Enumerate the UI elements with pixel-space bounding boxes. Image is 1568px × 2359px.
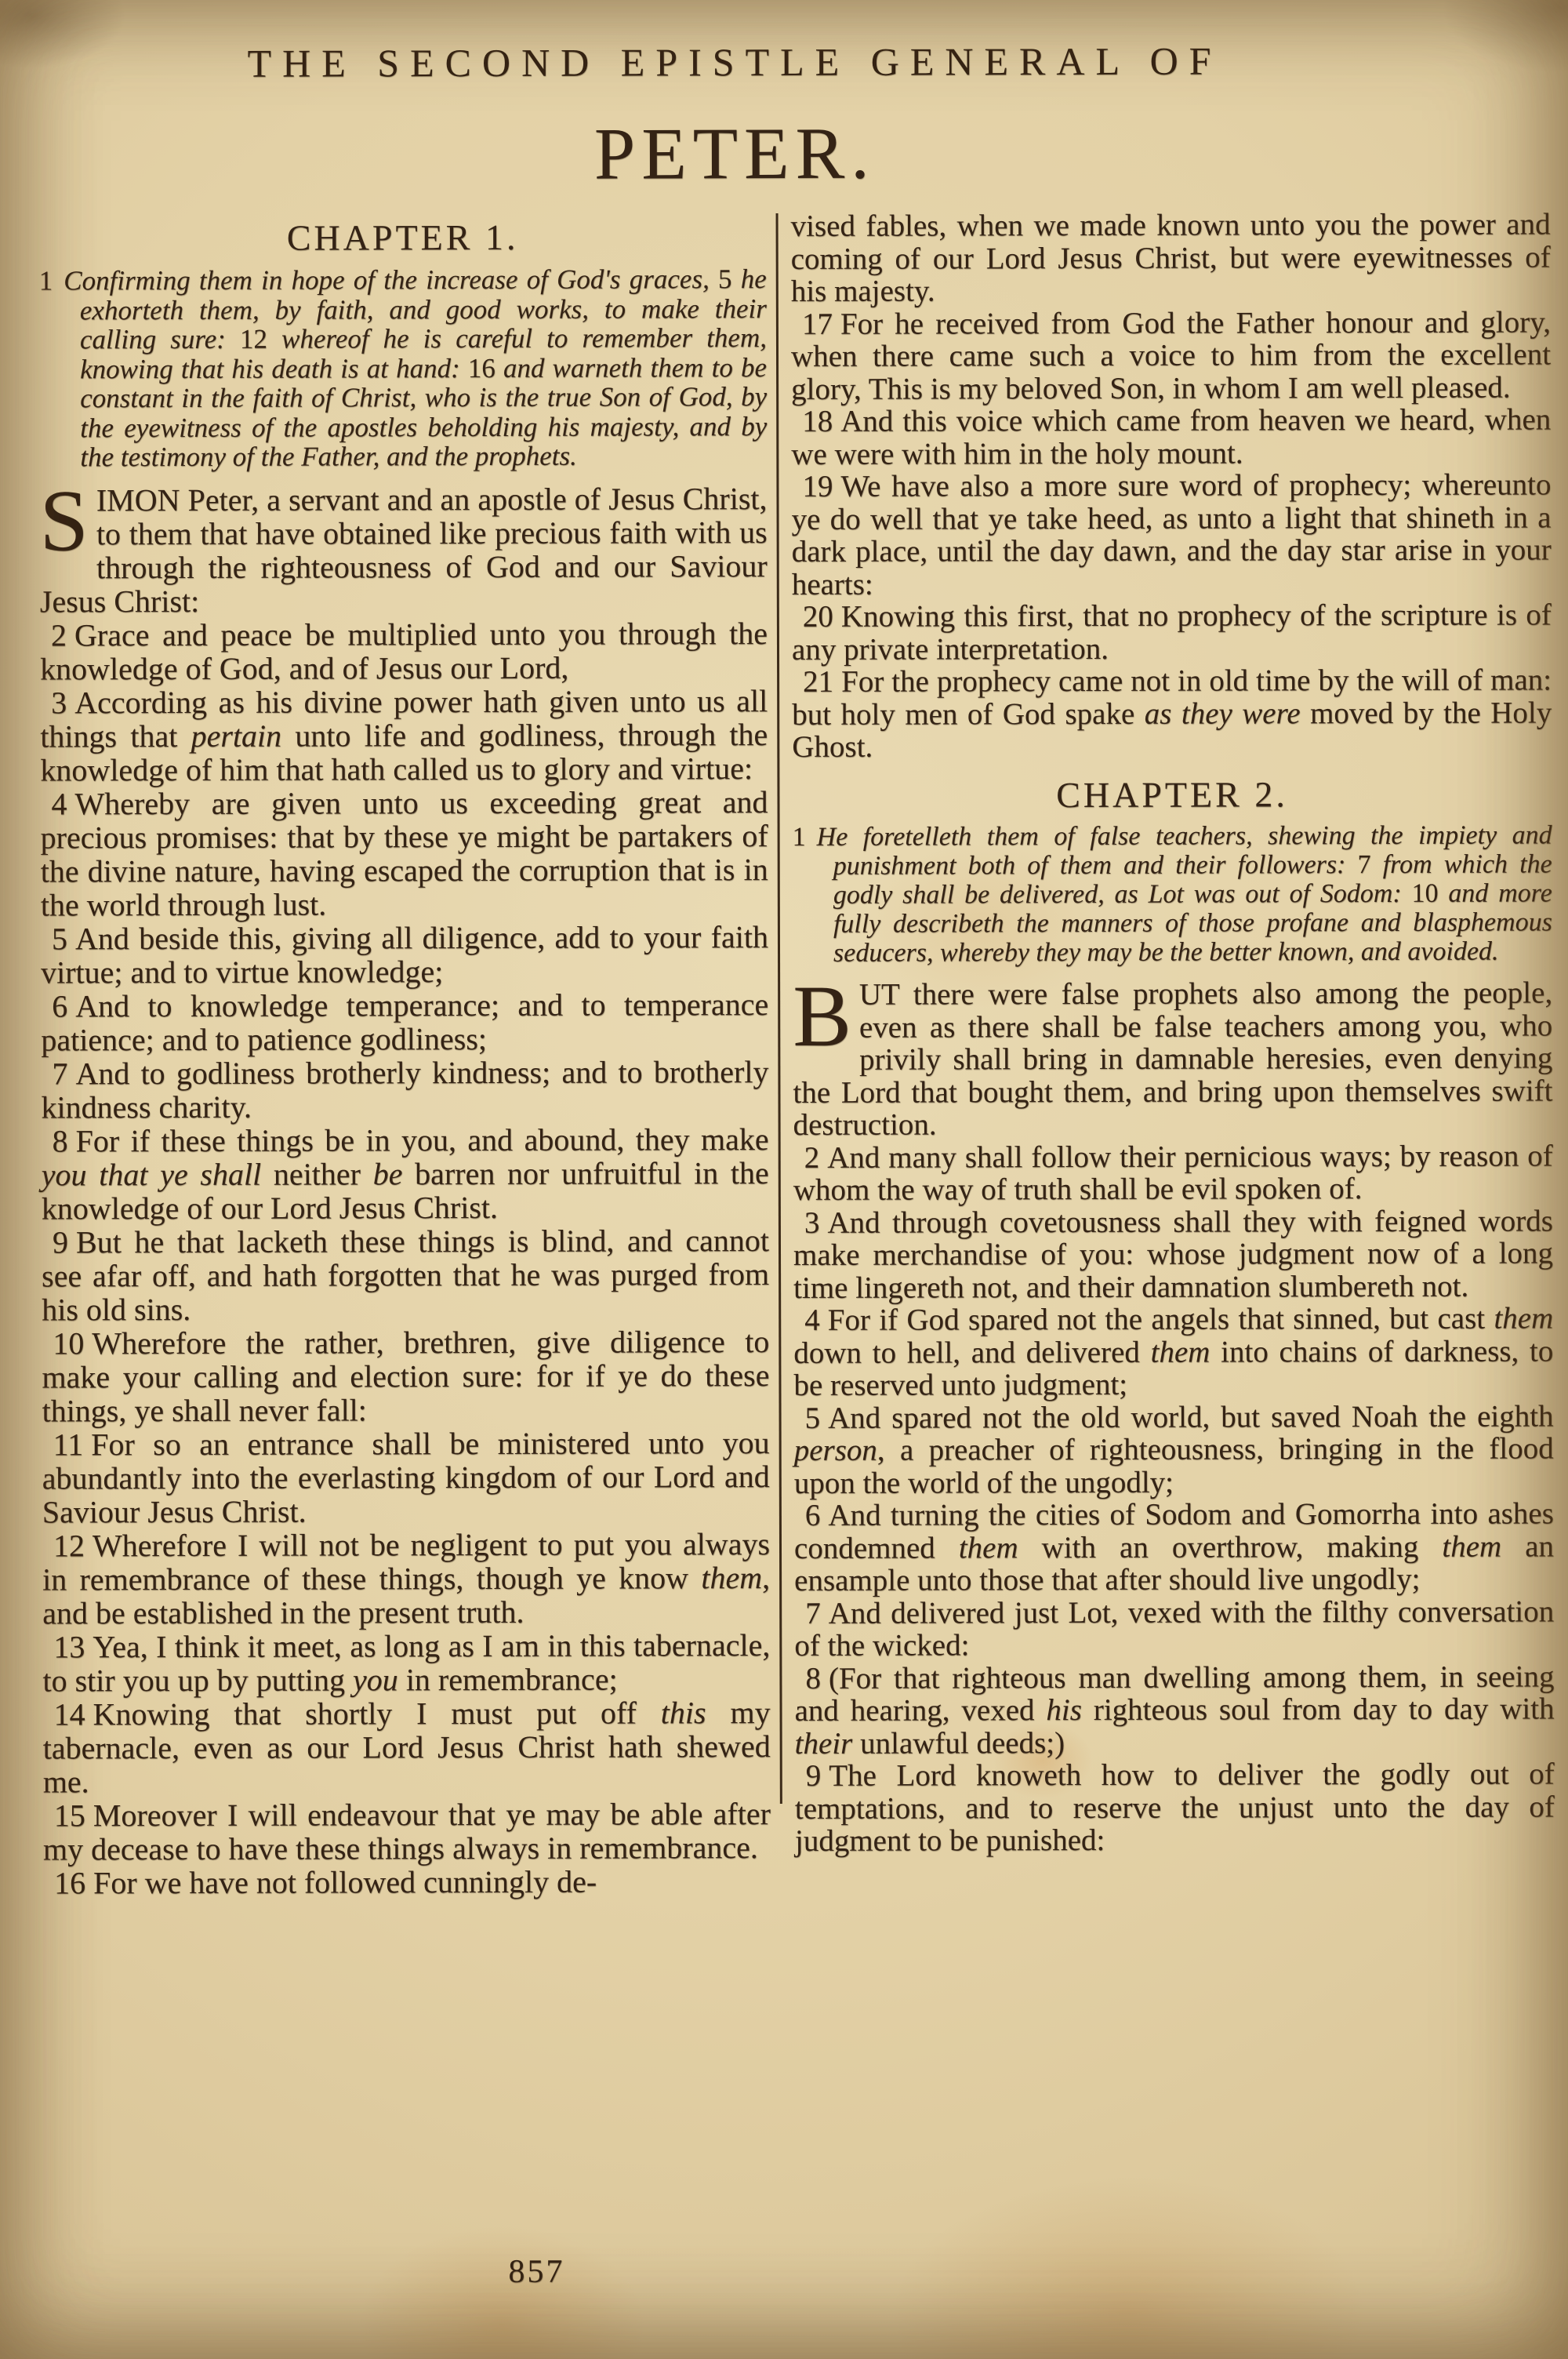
verse: 18 And this voice which came from heaven we heard, when we were with him in the holy mount. <box>791 402 1552 471</box>
verse: 9 The Lord knoweth how to deliver the godly out of temptations, and to reserve the unjust unto the day of judgment to be punished: <box>794 1757 1555 1858</box>
verse-number: 9 <box>52 1223 69 1259</box>
verse: 3 According as his divine power hath given unto us all things that pertain unto life and godliness, through the knowledge of him that hath called us to glory and virtue: <box>40 682 768 787</box>
verse: 16 For we have not followed cunningly de- <box>54 1863 597 1900</box>
verse: 4 For if God spared not the angels that sinned, but cast them down to hell, and delivered them into chains of darkness, to be reserved unto judgment; <box>793 1301 1554 1402</box>
chapter-1-summary-text: Confirming them in hope of the increase of God's graces, 5 he exhorteth them, by faith, and good works, to make their calling sure: 12 whereof he is careful to remember them, knowing that his death is at hand: 16 and warneth them to be constant in the faith of Christ, who is the true Son of God, by the eyewitness of the apostles beholding his majesty, and by the testimony of the Father, and the prophets. <box>64 264 768 473</box>
verse-number: 5 <box>51 920 68 956</box>
verse: 17 For he received from God the Father honour and glory, when there came such a voice to him from the excellent glory, This is my beloved Son, in whom I am well pleased. <box>790 304 1552 406</box>
verse-number: 13 <box>53 1628 85 1664</box>
verse-number: 18 <box>802 404 833 438</box>
verse: 19 We have also a more sure word of prophecy; whereunto ye do well that ye take heed, as unto a light that shineth in a dark place, until the day dawn, and the day star arise in your hearts: <box>791 467 1552 602</box>
summary-verse-ref: 1 <box>792 822 806 852</box>
book-title-line: THE SECOND EPISTLE GENERAL OF <box>247 38 1222 85</box>
drop-cap: B <box>793 967 852 1065</box>
chapter-1-summary <box>39 264 768 472</box>
drop-cap-lead: IMON <box>96 482 180 518</box>
verse-number: 9 <box>805 1758 822 1793</box>
verse-number: 14 <box>53 1696 85 1732</box>
verse: 14 Knowing that shortly I must put off this my tabernacle, even as our Lord Jesus Christ hath shewed me. <box>42 1694 771 1799</box>
verse: 11 For so an entrance shall be ministered unto you abundantly into the everlasting kingdom of our Lord and Saviour Jesus Christ. <box>42 1424 770 1529</box>
drop-cap: S <box>39 471 89 569</box>
verse: 3 And through covetousness shall they with feigned words make merchandise of you: whose judgment now of a long time lingereth not, and their damnation slumbereth not. <box>793 1203 1554 1305</box>
verse-number: 10 <box>53 1325 85 1361</box>
verse: 21 For the prophecy came not in old time by the will of man: but holy men of God spake as they were moved by the Holy Ghost. <box>792 663 1552 764</box>
verse: 7 And delivered just Lot, vexed with the filthy conversation of the wicked: <box>794 1594 1555 1663</box>
verse: 2 And many shall follow their pernicious ways; by reason of whom the way of truth shall be evil spoken of. <box>793 1138 1553 1207</box>
chapter-1-heading: CHAPTER 1. <box>286 216 519 258</box>
chapter-2-summary <box>793 820 1552 968</box>
verse-number: 16 <box>54 1864 86 1900</box>
verse-number: 7 <box>52 1055 68 1091</box>
verse: 5 And beside this, giving all diligence, add to your faith virtue; and to virtue knowledge; <box>41 918 769 990</box>
verse: 10 Wherefore the rather, brethren, give diligence to make your calling and election sure: for if ye do these things, ye shall never fall: <box>42 1323 770 1428</box>
verse-number: 17 <box>801 307 833 341</box>
verse-number: 12 <box>53 1527 85 1563</box>
verse: 8 For if these things be in you, and abound, they make you that ye shall neither be barren nor unfruitful in the knowledge of our Lord Jesus Christ. <box>41 1121 769 1226</box>
verse: BUT there were false prophets also among the people, even as there shall be false teachers among you, who privily shall bring in damnable heresies, even denying the Lord that bought them, and bring upon themselves swift destruction. <box>793 967 1553 1142</box>
verse: 5 And spared not the old world, but saved Noah the eighth person, a preacher of righteousness, bringing in the flood upon the world of the ungodly; <box>793 1398 1554 1500</box>
verse-number: 21 <box>803 664 834 699</box>
verse-number: 2 <box>50 616 67 652</box>
page-header <box>0 0 1566 198</box>
chapter-1-verses-right <box>791 208 1552 763</box>
verse-number: 8 <box>805 1661 821 1696</box>
chapter-1-verses-left <box>39 471 771 1900</box>
verse: 7 And to godliness brotherly kindness; and to brotherly kindness charity. <box>41 1053 769 1125</box>
summary-verse-ref: 1 <box>38 265 53 296</box>
verse: 6 And to knowledge temperance; and to temperance patience; and to patience godliness; <box>41 986 769 1057</box>
verse-number: 7 <box>805 1596 821 1630</box>
verse-number: 11 <box>53 1426 84 1462</box>
verse: vised fables, when we made known unto you the power and coming of our Lord Jesus Christ, but were eyewitnesses of his majesty. <box>790 207 1551 308</box>
verse-number: 4 <box>804 1303 820 1337</box>
verse: 20 Knowing this first, that no prophecy of the scripture is of any private interpretation. <box>791 598 1552 667</box>
verse-number: 19 <box>802 469 833 503</box>
column-divider-rule <box>776 213 782 1804</box>
text-columns <box>0 208 1568 1899</box>
verse-number: 6 <box>804 1498 821 1532</box>
verse-number: 3 <box>51 684 67 720</box>
verse: 4 Whereby are given unto us exceeding great and precious promises: that by these ye might be partakers of the divine nature, having escaped the corruption that is in the world through lust. <box>40 783 768 922</box>
chapter-2-heading: CHAPTER 2. <box>1056 773 1288 815</box>
page-number: 857 <box>508 2253 565 2290</box>
verse: 9 But he that lacketh these things is blind, and cannot see afar off, and hath forgotten that he was purged from his old sins. <box>42 1222 770 1327</box>
verse-number: 4 <box>51 785 67 821</box>
verse-number: 8 <box>52 1122 68 1158</box>
verse-number: 15 <box>53 1797 85 1833</box>
right-column <box>791 208 1555 1897</box>
verse: 15 Moreover I will endeavour that ye may be able after my decease to have these things always in remembrance. <box>42 1795 771 1866</box>
chapter-2-verses <box>793 967 1555 1858</box>
book-title: PETER. <box>593 112 876 195</box>
verse-number: 5 <box>804 1401 821 1435</box>
verse: SIMON Peter, a servant and an apostle of Jesus Christ, to them that have obtained like precious faith with us through the righteousness of God and our Saviour Jesus Christ: <box>39 471 768 619</box>
left-column <box>39 210 771 1899</box>
verse: 12 Wherefore I will not be negligent to put you always in remembrance of these things, though ye know them, and be established in the present truth. <box>42 1525 771 1630</box>
verse-number: 20 <box>802 599 833 634</box>
verse: 6 And turning the cities of Sodom and Gomorrha into ashes condemned them with an overthrow, making them an ensample unto those that after should live ungodly; <box>793 1496 1555 1598</box>
chapter-2-summary-text: He foretelleth them of false teachers, shewing the impiety and punishment both of them and their followers: 7 from which the godly shall be delivered, as Lot was out of Sodom: 10 and more fully describeth the manners of those profane and blasphemous seducers, whereby they may be the better known, and avoided. <box>816 820 1552 968</box>
verse-number: 2 <box>804 1140 820 1175</box>
drop-cap-lead: UT <box>858 977 900 1012</box>
verse: 13 Yea, I think it meet, as long as I am in this tabernacle, to stir you up by putting you in remembrance; <box>42 1627 771 1698</box>
verse: 2 Grace and peace be multiplied unto you through the knowledge of God, and of Jesus our Lord, <box>40 615 768 686</box>
verse-number: 3 <box>804 1205 820 1240</box>
verse: 8 (For that righteous man dwelling among them, in seeing and hearing, vexed his righteous soul from day to day with their unlawful deeds;) <box>794 1659 1555 1761</box>
verse-number: 6 <box>52 987 68 1023</box>
